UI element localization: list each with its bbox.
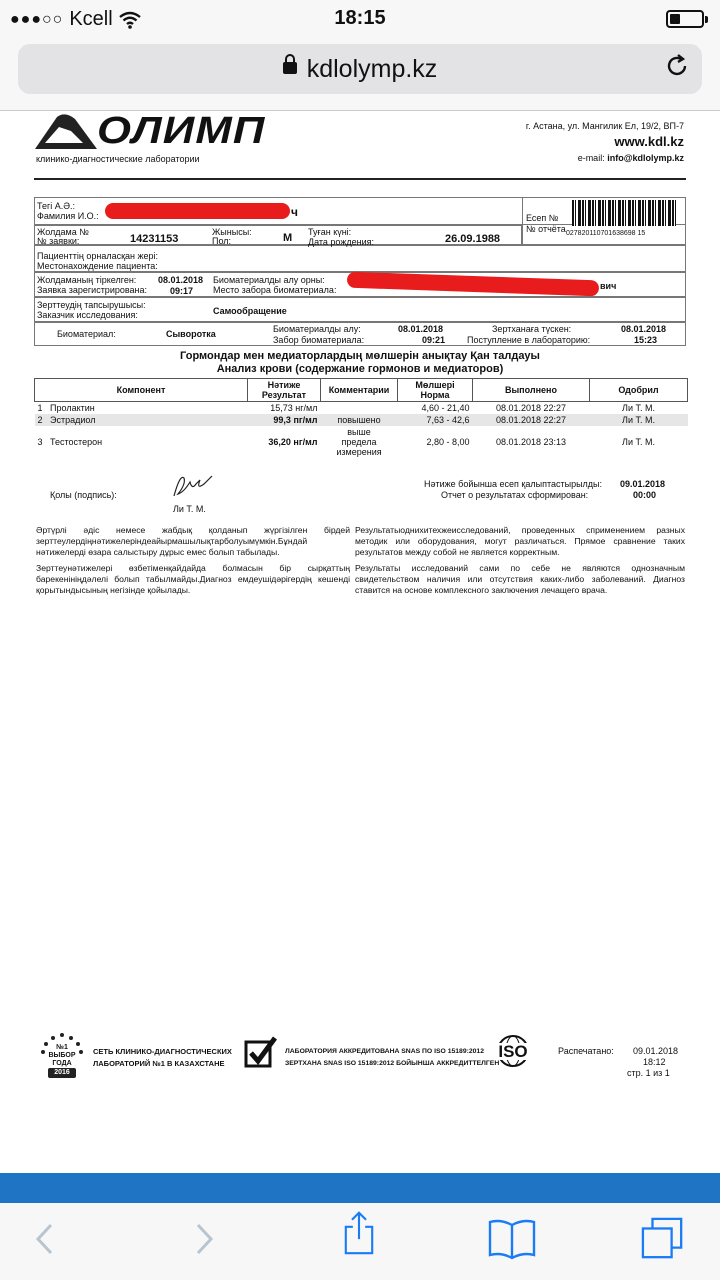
back-icon[interactable]	[33, 1217, 57, 1261]
report-label-kz: Есеп №	[526, 213, 559, 223]
result-value: 99,3 пг/мл	[248, 414, 321, 426]
location-label-kz: Пациенттің орналасқан жері:	[37, 251, 159, 261]
award-badge-icon	[38, 1032, 86, 1088]
printed-label: Распечатано:	[558, 1046, 614, 1056]
carrier-name: Kcell	[69, 8, 113, 30]
checkmark-logo-icon	[244, 1036, 278, 1070]
report-number: 027820110701638698 15	[566, 230, 646, 237]
done-value: 08.01.2018 23:13	[495, 437, 567, 447]
accredit-text-1: ЛАБОРАТОРИЯ АККРЕДИТОВАНА SNAS ПО ISO 15189:2012	[285, 1048, 484, 1055]
component-name: Эстрадиол	[50, 415, 96, 425]
component-name: Пролактин	[50, 403, 95, 413]
disclaimer-ru-2: Результаты исследований сами по себе не являются однозначным свидетельством наличия или отсутствия каких-либо заболеваний. Диагноз ставится на основе комплексного заключения лечащего врача.	[355, 563, 685, 595]
col-done: Выполнено	[473, 379, 590, 402]
received-time: 15:23	[634, 335, 658, 345]
signal-icon: ●●●○○	[10, 10, 64, 28]
badge-text-3: ГОДА	[52, 1060, 72, 1067]
registered-time: 09:17	[170, 286, 194, 296]
network-text-2: ЛАБОРАТОРИЙ №1 В КАЗАХСТАНЕ	[93, 1059, 225, 1068]
table-row	[35, 414, 688, 426]
received-label-ru: Поступление в лабораторию:	[467, 335, 591, 345]
dob-label-kz: Туған күні:	[308, 227, 352, 237]
comment-value: выше предела измерения	[336, 427, 382, 457]
badge-text-1: №1	[56, 1044, 68, 1051]
collected-time: 09:21	[422, 335, 446, 345]
customer-label-ru: Заказчик исследования:	[37, 310, 138, 320]
formed-label-kz: Нәтиже бойынша есеп қалыптастырылды:	[424, 479, 603, 489]
col-component: Компонент	[35, 379, 248, 402]
sex-label-kz: Жынысы:	[212, 227, 252, 237]
badge-text-2: ВЫБОР	[48, 1052, 76, 1059]
col-result: Нәтиже Результат	[248, 379, 321, 402]
status-bar	[0, 0, 720, 40]
request-label-ru: № заявки:	[37, 236, 80, 246]
analysis-title-kz: Гормондар мен медиаторлардың мөлшерін анықтау Қан талдауы	[180, 350, 540, 362]
collected-label-ru: Забор биоматериала:	[273, 335, 365, 345]
url-text: kdlolymp.kz	[306, 55, 438, 83]
logo-wordmark: ОЛИМП	[97, 110, 266, 152]
col-norm: Мөлшері Норма	[398, 379, 473, 402]
tabs-icon[interactable]	[640, 1217, 686, 1261]
disclaimer-kz-1: Әртүрлі әдіс немесе жабдық қолданып жүргізілген бірдей зерттеулердіңнәтижелеріндеайырмашылықтарболуымүмкін.Бұндай нәтижелерді өзара салыстыру дұрыс емес болып табылады.	[36, 525, 350, 557]
result-value: 36,20 нг/мл	[268, 437, 318, 447]
registered-date: 08.01.2018	[158, 275, 204, 285]
forward-icon[interactable]	[192, 1217, 216, 1261]
accredit-text-2: ЗЕРТХАНА SNAS ISO 15189:2012 БОЙЫНША АККРЕДИТТЕЛГЕН	[285, 1060, 500, 1067]
formed-date: 09.01.2018	[620, 479, 666, 489]
request-number: 14231153	[130, 233, 179, 245]
lab-address: г. Астана, ул. Мангилик Ел, 19/2, ВП-7	[525, 121, 684, 131]
clock: 18:15	[334, 7, 386, 29]
done-value: 08.01.2018 22:27	[473, 414, 590, 426]
logo-subtitle: клинико-диагностические лаборатории	[36, 154, 200, 164]
name-tail: ч	[291, 205, 298, 219]
browser-toolbar	[0, 1173, 720, 1280]
customer-label-kz: Зерттеудің тапсырушысы:	[37, 300, 146, 310]
customer-value: Самообращение	[213, 306, 287, 316]
disclaimer-ru-1: Результатыоднихитехжеисследований, проведенных сприменением разных методик или оборудования, могут различаться. Прямое сравнение таких результатов между собой не является корректным.	[355, 525, 685, 557]
sex-label-ru: Пол:	[212, 236, 232, 246]
col-comments: Комментарии	[321, 379, 398, 402]
iso-text: ISO	[492, 1043, 534, 1060]
share-icon[interactable]	[340, 1211, 378, 1255]
place-tail: вич	[600, 281, 617, 291]
disclaimer-kz-2: Зерттеунәтижелері өзбетіменқайдайда болмасын бір сырқаттың барекенініңдәлелі болып табылмайды.Диагноз емдеушідәрігердің кешенді қорытындысының негізінде қойылады.	[36, 563, 350, 595]
signature-label: Қолы (подпись):	[50, 490, 117, 500]
component-name: Тестостерон	[50, 437, 103, 447]
address-bar[interactable]	[18, 44, 702, 94]
col-approved: Одобрил	[590, 379, 688, 402]
norm-value: 4,60 - 21,40	[421, 403, 470, 413]
signature-name: Ли Т. М.	[173, 504, 206, 514]
lab-email: e-mail: info@kdlolymp.kz	[577, 153, 684, 163]
registered-label-ru: Заявка зарегистрирована:	[37, 285, 148, 295]
registered-label-kz: Жолдаманың тіркелген:	[37, 275, 137, 285]
name-label-kz: Тегі А.Ә.:	[37, 201, 76, 211]
collected-date: 08.01.2018	[398, 324, 444, 334]
olymp-logo-icon	[35, 113, 97, 149]
results-table	[34, 378, 688, 458]
place-label-kz: Биоматериалды алу орны:	[213, 275, 325, 285]
name-label-ru: Фамилия И.О.:	[37, 211, 99, 221]
barcode-icon	[572, 200, 676, 226]
biomaterial-label: Биоматериал:	[57, 329, 116, 339]
row-number: 1	[37, 403, 43, 413]
bookmarks-icon[interactable]	[487, 1217, 537, 1261]
table-row	[35, 426, 688, 458]
page-number: стр. 1 из 1	[627, 1068, 670, 1078]
approved-value: Ли Т. М.	[590, 414, 688, 426]
received-label-kz: Зертханаға түскен:	[492, 324, 572, 334]
row-number: 2	[37, 415, 43, 425]
done-value: 08.01.2018 22:27	[495, 403, 567, 413]
iso-logo-icon	[492, 1034, 534, 1068]
collected-label-kz: Биоматериалды алу:	[273, 324, 361, 334]
norm-value: 2,80 - 8,00	[426, 437, 470, 447]
battery-icon	[666, 10, 704, 28]
formed-time: 00:00	[633, 490, 657, 500]
browser-address-area	[0, 40, 720, 111]
dob-value: 26.09.1988	[445, 233, 501, 245]
sex-value: М	[283, 232, 293, 244]
analysis-title-ru: Анализ крови (содержание гормонов и медиаторов)	[216, 363, 504, 375]
location-label-ru: Местонахождение пациента:	[37, 261, 158, 271]
place-label-ru: Место забора биоматериала:	[213, 285, 337, 295]
table-row	[35, 402, 688, 415]
printed-time: 18:12	[643, 1057, 666, 1067]
result-value: 15,73 нг/мл	[270, 403, 318, 413]
lab-website: www.kdl.kz	[614, 134, 684, 149]
received-date: 08.01.2018	[621, 324, 667, 334]
norm-value: 7,63 - 42,6	[398, 414, 473, 426]
redaction-name	[105, 203, 290, 219]
page-bottom-band	[0, 1173, 720, 1203]
approved-value: Ли Т. М.	[622, 403, 655, 413]
results-header-row	[35, 379, 688, 402]
network-text-1: СЕТЬ КЛИНИКО-ДИАГНОСТИЧЕСКИХ	[93, 1047, 232, 1056]
comment-value: повышено	[321, 414, 398, 426]
signature-image	[170, 470, 214, 502]
lock-icon	[283, 62, 297, 74]
badge-text-4: 2016	[54, 1069, 70, 1076]
biomaterial-value: Сыворотка	[166, 329, 216, 339]
dob-label-ru: Дата рождения:	[308, 237, 374, 247]
formed-label-ru: Отчет о результатах сформирован:	[441, 490, 589, 500]
report-label-ru: № отчёта	[526, 224, 566, 234]
reload-icon[interactable]	[664, 53, 690, 79]
printed-date: 09.01.2018	[633, 1046, 679, 1056]
request-label-kz: Жолдама №	[37, 227, 89, 237]
row-number: 3	[37, 437, 43, 447]
approved-value: Ли Т. М.	[622, 437, 655, 447]
header-divider	[34, 178, 686, 180]
